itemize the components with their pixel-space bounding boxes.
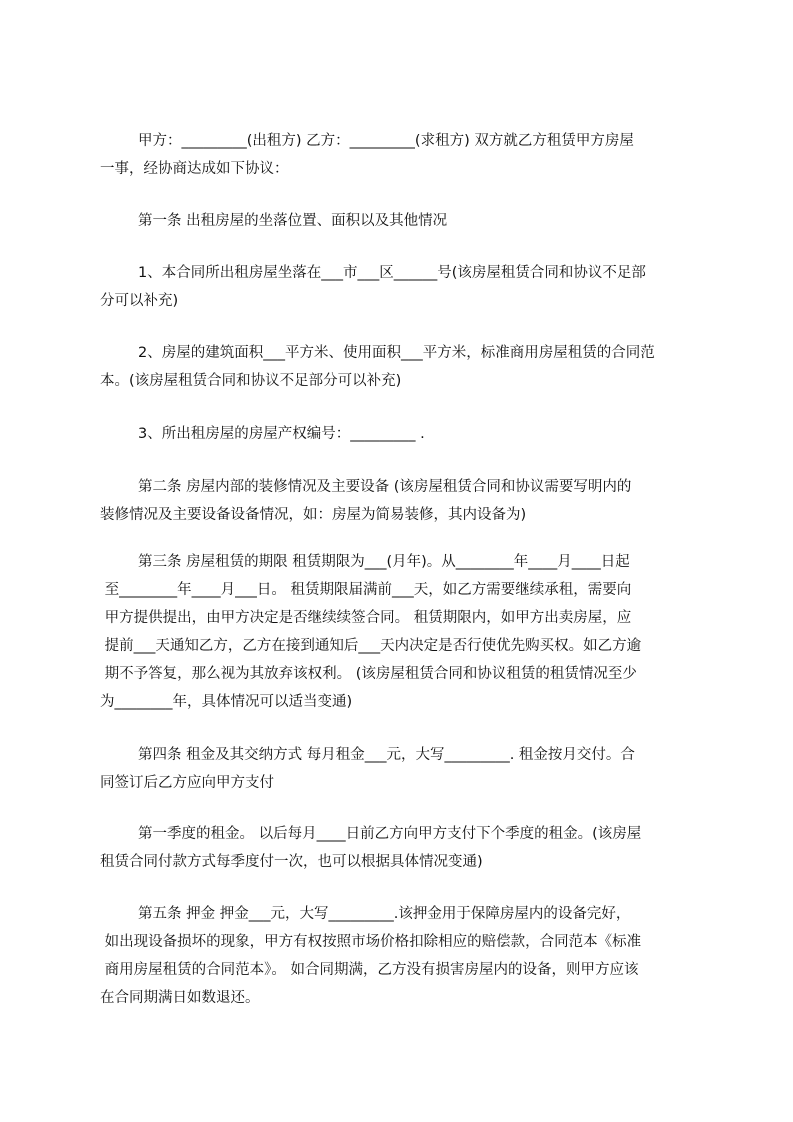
text-line: 同签订后乙方应向甲方支付 xyxy=(100,775,274,791)
text-line: 甲方提供提出，由甲方决定是否继续续签合同。 租赁期限内，如甲方出卖房屋，应 xyxy=(100,610,632,626)
text-line: 期不予答复，那么视为其放弃该权利。 (该房屋租赁合同和协议租赁的租赁情况至少 xyxy=(100,666,637,682)
text-line: 为________年，具体情况可以适当变通) xyxy=(100,694,353,710)
text-line: 第三条 房屋租赁的期限 租赁期限为___(月年)。从________年____月____日起 xyxy=(138,554,630,570)
article-4 xyxy=(100,741,705,797)
text-line: 在合同期满日如数退还。 xyxy=(100,990,260,1006)
article-5 xyxy=(100,900,705,1012)
text-line: 第二条 房屋内部的装修情况及主要设备 (该房屋租赁合同和协议需要写明内的 xyxy=(138,479,632,495)
article-1-item-3 xyxy=(100,420,705,448)
text-line: 甲方：_________(出租方) 乙方：_________(求租方) 双方就乙方租赁甲方房屋 xyxy=(138,133,634,149)
text-line: 如出现设备损坏的现象，甲方有权按照市场价格扣除相应的赔偿款，合同范本《标准 xyxy=(100,934,642,950)
text-line: 3、所出租房屋的房屋产权编号：_________ . xyxy=(138,426,425,442)
text-line: 商用房屋租赁的合同范本》。 如合同期满，乙方没有损害房屋内的设备，则甲方应该 xyxy=(100,962,639,978)
text-line: 装修情况及主要设备设备情况，如：房屋为简易装修，其内设备为) xyxy=(100,507,527,523)
text-line: 分可以补充) xyxy=(100,293,179,309)
article-1-item-2 xyxy=(100,339,705,395)
paragraph-parties xyxy=(100,127,705,183)
article-1-item-1 xyxy=(100,259,705,315)
article-3 xyxy=(100,548,705,716)
text-line: 租赁合同付款方式每季度付一次，也可以根据具体情况变通) xyxy=(100,854,483,870)
text-line: 第一条 出租房屋的坐落位置、面积以及其他情况 xyxy=(138,213,448,229)
text-line: 2、房屋的建筑面积___平方米、使用面积___平方米，标准商用房屋租赁的合同范 xyxy=(138,345,655,361)
text-line: 提前___天通知乙方，乙方在接到通知后___天内决定是否行使优先购买权。如乙方逾 xyxy=(100,638,642,654)
text-line: 至________年____月___日。 租赁期限届满前___天，如乙方需要继续承租，需要向 xyxy=(100,582,632,598)
text-line: 第一季度的租金。 以后每月____日前乙方向甲方支付下个季度的租金。(该房屋 xyxy=(138,826,642,842)
text-line: 一事，经协商达成如下协议： xyxy=(100,161,289,177)
text-line: 第四条 租金及其交纳方式 每月租金___元，大写_________. 租金按月交付。合 xyxy=(138,747,635,763)
text-line: 1、本合同所出租房屋坐落在___市___区______号(该房屋租赁合同和协议不足部 xyxy=(138,265,646,281)
article-1-heading xyxy=(100,207,705,235)
text-line: 本。(该房屋租赁合同和协议不足部分可以补充) xyxy=(100,373,402,389)
article-2 xyxy=(100,473,705,529)
article-4-continuation xyxy=(100,820,705,876)
text-line: 第五条 押金 押金___元，大写_________.该押金用于保障房屋内的设备完好， xyxy=(138,906,631,922)
